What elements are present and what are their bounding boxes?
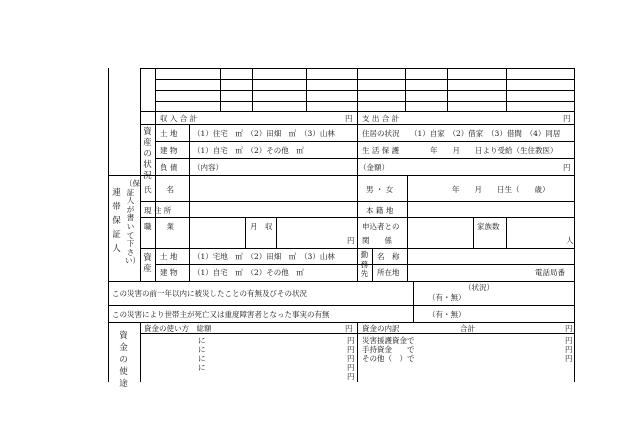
rule-line	[407, 175, 408, 281]
breakdown-row-label: 手持資金 で	[362, 345, 415, 354]
guarantor-building-text: （1）自宅 ㎡ （2）その他 ㎡	[193, 268, 304, 277]
rule-line	[140, 68, 141, 281]
rule-line	[405, 68, 406, 111]
rule-line	[357, 322, 358, 382]
rule-line	[108, 175, 574, 176]
rule-line	[108, 322, 574, 323]
disaster-history-question: この災害の前一年以内に被災したことの有無及びその状況	[112, 289, 307, 298]
birth-text: 年 月 日生（ 歳）	[452, 185, 550, 194]
family-count-label: 家族数	[477, 222, 500, 231]
breakdown-total-label: 合計	[460, 324, 475, 333]
expense-unit: 円	[563, 114, 571, 123]
rule-line	[140, 322, 141, 382]
rule-line	[357, 68, 358, 281]
rule-line	[447, 68, 448, 111]
address-label: 現 住 所	[144, 206, 172, 215]
monthly-income-unit: 円	[347, 236, 355, 245]
rule-line	[473, 217, 474, 248]
breakdown-row-unit: 円	[565, 336, 573, 345]
usage-row-unit: 円	[347, 363, 355, 372]
debt-label: 負 債	[160, 163, 178, 172]
land-text: （1）住宅 ㎡ （2）田畑 ㎡ （3）山林	[193, 129, 335, 138]
breakdown-row-label: 災害援護資金で	[362, 336, 415, 345]
relation-label-1: 申込者との	[362, 222, 400, 231]
building-label: 建 物	[160, 146, 178, 155]
disaster-history-yesno: （有・無）	[428, 293, 466, 302]
debt-unit: 円	[563, 163, 571, 172]
head-death-question: この災害により世帯主が死亡又は重度障害者となった事実の有無	[112, 310, 330, 319]
welfare-text: 年 月 日より受給（生住教医）	[430, 146, 558, 155]
rule-line	[413, 281, 414, 322]
debt-amount: （金額）	[359, 163, 389, 172]
residence-text: （1）自家 （2）借家 （3）借間 （4）同居	[410, 129, 561, 138]
rule-line	[108, 305, 574, 306]
welfare-label: 生 活 保 護	[362, 146, 400, 155]
usage-header: 資金の使い方 総額	[144, 324, 212, 333]
residence-label: 住居の状況	[362, 129, 400, 138]
rule-line	[506, 217, 507, 248]
phone-label: 電話局番	[535, 268, 565, 277]
relation-label-2: 関 係	[362, 236, 392, 245]
land-label: 土 地	[160, 129, 178, 138]
breakdown-total-unit: 円	[565, 324, 573, 333]
rule-line	[155, 101, 574, 102]
income-unit: 円	[345, 114, 353, 123]
gender-label: 男 ・ 女	[366, 185, 394, 194]
workplace-name-label: 名 称	[377, 252, 400, 261]
usage-row-unit: 円	[347, 354, 355, 363]
usage-row: に	[198, 354, 206, 363]
rule-line	[189, 175, 190, 281]
breakdown-row-unit: 円	[565, 345, 573, 354]
rule-line	[252, 68, 253, 111]
rule-line	[108, 281, 574, 282]
usage-row: に	[198, 363, 206, 372]
disaster-status-label: （状況）	[464, 283, 494, 292]
rule-line	[155, 141, 574, 142]
rule-line	[306, 68, 307, 111]
expense-total-label: 支 出 合 計	[362, 114, 400, 123]
usage-row-unit: 円	[347, 336, 355, 345]
guarantor-side-label: 連帯保証人	[112, 188, 121, 254]
breakdown-row-unit: 円	[565, 354, 573, 363]
rule-line	[574, 68, 575, 382]
guarantor-assets-label: 資産	[143, 253, 152, 274]
rule-line	[220, 68, 221, 111]
income-total-label: 収 入 合 計	[160, 114, 198, 123]
guarantor-name-label: 氏 名	[144, 185, 174, 194]
job-label: 職 業	[144, 222, 174, 231]
guarantor-land-label: 土 地	[160, 252, 178, 261]
building-text: （1）自宅 ㎡ （2）その他 ㎡	[193, 146, 304, 155]
rule-line	[189, 124, 190, 175]
domicile-label: 本 籍 地	[366, 206, 394, 215]
rule-line	[155, 68, 156, 281]
debt-content: （内容）	[193, 163, 223, 172]
monthly-income-label: 月 収	[250, 222, 273, 231]
rule-line	[108, 68, 109, 382]
guarantor-building-label: 建 物	[160, 268, 178, 277]
funds-usage-side-label: 資金の使途	[119, 331, 128, 389]
breakdown-header: 資金の内訳	[362, 324, 400, 333]
rule-line	[155, 79, 574, 80]
rule-line	[155, 158, 574, 159]
usage-row-unit: 円	[347, 372, 355, 381]
rule-line	[155, 90, 574, 91]
usage-row-unit: 円	[347, 345, 355, 354]
breakdown-row-label: その他（ ）で	[362, 354, 415, 363]
workplace-label: 勤務先	[360, 250, 369, 278]
usage-row: に	[198, 336, 206, 345]
guarantor-note: （保証人が書いて下さい）	[125, 179, 140, 266]
assets-side-label: 資産の状況	[143, 127, 152, 181]
rule-line	[506, 68, 507, 111]
workplace-address-label: 所在地	[377, 268, 400, 277]
usage-header-unit: 円	[345, 324, 353, 333]
rule-line	[276, 217, 277, 248]
head-death-yesno: （有・無）	[428, 310, 466, 319]
guarantor-land-text: （1）宅地 ㎡ （2）田畑 ㎡ （3）山林	[193, 252, 335, 261]
family-count-unit: 人	[566, 236, 574, 245]
rule-line	[372, 248, 373, 281]
rule-line	[245, 217, 246, 248]
usage-row: に	[198, 345, 206, 354]
